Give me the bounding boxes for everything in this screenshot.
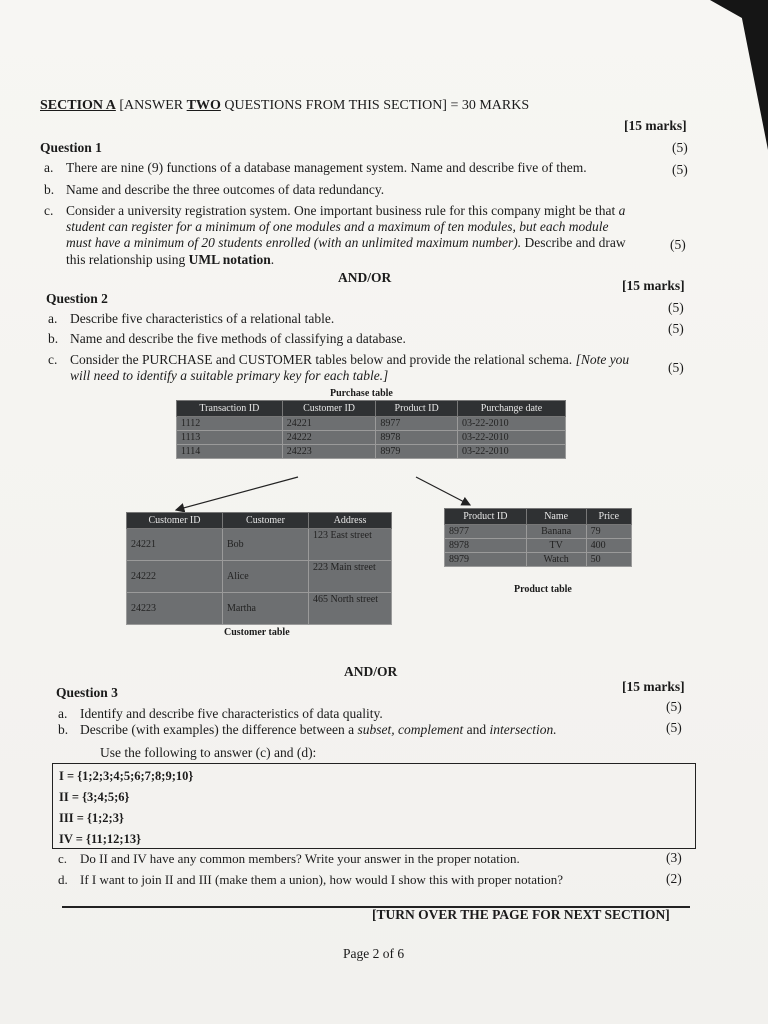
set-i: I = {1;2;3;4;5;6;7;8;9;10} <box>59 769 194 783</box>
customer-header-cell: Customer ID <box>127 513 223 529</box>
section-instruction-pre: [ANSWER <box>119 98 187 113</box>
customer-header-cell: Address <box>309 513 392 529</box>
q2-c-label: c. <box>48 352 58 367</box>
table-cell: 03-22-2010 <box>457 431 565 445</box>
q3-c <box>58 851 520 867</box>
table-cell: Bob <box>223 529 309 561</box>
q3-c-text: Do II and IV have any common members? Write your answer in the proper notation. <box>80 851 520 866</box>
purchase-header-cell: Product ID <box>376 401 458 417</box>
table-cell: 79 <box>586 525 631 539</box>
table-cell: 24223 <box>282 445 376 459</box>
andor-2: AND/OR <box>344 664 398 679</box>
product-header-cell: Product ID <box>445 509 527 525</box>
q3-c-label: c. <box>58 851 68 866</box>
table-row <box>445 553 632 567</box>
product-table-caption: Product table <box>514 584 572 595</box>
q3-b-pre: Describe (with examples) the difference between a <box>80 722 358 737</box>
q3-a-text: Identify and describe five characteristics of data quality. <box>80 706 383 721</box>
table-cell: Watch <box>526 553 586 567</box>
q3-a <box>58 706 383 722</box>
q1-c-line2: student can register for a minimum of one modules and a maximum of ten modules, but each module <box>66 219 609 234</box>
q3-c-marks: (3) <box>666 850 682 865</box>
q3-b-italic1: subset, complement <box>357 722 464 737</box>
q3-d-text: If I want to join II and III (make them a union), how would I show this with proper notation? <box>80 872 564 887</box>
table-cell: 03-22-2010 <box>457 445 565 459</box>
table-cell: 123 East street <box>309 529 392 561</box>
product-table <box>444 508 632 567</box>
q2-c-line1-italic: [Note you <box>575 352 630 367</box>
arrow-to-customer <box>176 477 298 510</box>
table-cell: 24222 <box>127 561 223 593</box>
table-cell: Banana <box>526 525 586 539</box>
q3-b-italic2: intersection. <box>489 722 557 737</box>
page-number: Page 2 of 6 <box>343 946 405 961</box>
set-ii: II = {3;4;5;6} <box>59 790 130 804</box>
q2-b-text: Name and describe the five methods of classifying a database. <box>70 331 406 346</box>
sets-box <box>52 763 696 849</box>
table-row <box>445 525 632 539</box>
product-header-cell: Name <box>526 509 586 525</box>
q3-total-marks: [15 marks] <box>622 679 685 694</box>
q1-c-uml: UML notation <box>188 252 271 267</box>
table-cell: 24221 <box>282 417 376 431</box>
q2-c-marks: (5) <box>668 360 684 375</box>
q3-b-mid: and <box>463 722 490 737</box>
table-cell: 8977 <box>445 525 527 539</box>
table-row <box>127 529 392 561</box>
q2-c-line1: Consider the PURCHASE and CUSTOMER tables below and provide the relational schema. <box>70 352 576 367</box>
table-cell: 24221 <box>127 529 223 561</box>
section-title: SECTION A <box>40 98 116 113</box>
q1-total-marks: [15 marks] <box>624 118 687 133</box>
q3-d-marks: (2) <box>666 871 682 886</box>
q3-use-text: Use the following to answer (c) and (d): <box>100 745 317 760</box>
table-cell: TV <box>526 539 586 553</box>
q3-title: Question 3 <box>56 685 118 700</box>
q2-total-marks: [15 marks] <box>622 278 685 293</box>
q2-title: Question 2 <box>46 291 108 306</box>
table-cell: 400 <box>586 539 631 553</box>
table-row <box>445 539 632 553</box>
q2-b-marks: (5) <box>668 321 684 336</box>
q2-a-marks: (5) <box>668 300 684 315</box>
q1-b-marks: (5) <box>672 162 688 177</box>
turn-over-note: [TURN OVER THE PAGE FOR NEXT SECTION] <box>372 907 670 922</box>
purchase-header-cell: Customer ID <box>282 401 376 417</box>
q1-c-label: c. <box>44 203 54 218</box>
table-cell: 223 Main street <box>309 561 392 593</box>
table-row <box>127 593 392 625</box>
q3-a-marks: (5) <box>666 699 682 714</box>
table-cell: Alice <box>223 561 309 593</box>
table-cell: 8978 <box>445 539 527 553</box>
table-cell: 8979 <box>445 553 527 567</box>
q1-c-line4-post: . <box>270 252 275 267</box>
q2-a-label: a. <box>48 311 58 326</box>
q3-b-label: b. <box>58 722 69 737</box>
q1-a-text: There are nine (9) functions of a database management system. Name and describe five of them. <box>66 160 587 175</box>
q3-b-marks: (5) <box>666 720 682 735</box>
section-instruction-post: QUESTIONS FROM THIS SECTION] = 30 MARKS <box>220 98 530 113</box>
q1-c-line3-italic: must have a minimum of 20 students enrolled (with an unlimited maximum number). <box>66 235 522 250</box>
table-cell: 8977 <box>376 417 458 431</box>
table-cell: 1113 <box>177 431 283 445</box>
q1-c-line3-post: Describe and draw <box>521 235 626 250</box>
table-cell: 03-22-2010 <box>457 417 565 431</box>
table-cell: 50 <box>586 553 631 567</box>
q1-b-text: Name and describe the three outcomes of data redundancy. <box>66 182 385 197</box>
table-cell: Martha <box>223 593 309 625</box>
customer-header-cell: Customer <box>223 513 309 529</box>
table-cell: 1114 <box>177 445 283 459</box>
set-iv: IV = {11;12;13} <box>59 832 142 846</box>
q1-title: Question 1 <box>40 140 102 155</box>
table-row <box>127 561 392 593</box>
customer-table <box>126 512 392 625</box>
product-table-header-row <box>445 509 632 525</box>
q1-a-label: a. <box>44 160 54 175</box>
set-iii: III = {1;2;3} <box>59 811 124 825</box>
table-cell: 1112 <box>177 417 283 431</box>
customer-table-header-row <box>127 513 392 529</box>
q1-c-marks: (5) <box>670 237 686 252</box>
product-header-cell: Price <box>586 509 631 525</box>
arrow-to-product <box>416 477 470 505</box>
q1-c-line1-italic: a <box>618 203 626 218</box>
q1-c-line4-pre: this relationship using <box>66 252 189 267</box>
q3-b <box>58 722 557 738</box>
purchase-header-cell: Transaction ID <box>177 401 283 417</box>
q2-c-line2: will need to identify a suitable primary key for each table.] <box>70 368 389 383</box>
table-cell: 24222 <box>282 431 376 445</box>
customer-table-caption: Customer table <box>224 627 290 638</box>
q2-a-text: Describe five characteristics of a relational table. <box>70 311 335 326</box>
q3-a-label: a. <box>58 706 68 721</box>
q1-c-line1: Consider a university registration system. One important business rule for this company might be that <box>66 203 619 218</box>
q3-d-label: d. <box>58 872 68 887</box>
q1-a-marks: (5) <box>672 140 688 155</box>
table-cell: 24223 <box>127 593 223 625</box>
andor-1: AND/OR <box>338 270 392 285</box>
section-instruction-two: TWO <box>186 98 221 113</box>
q3-d <box>58 872 563 888</box>
table-cell: 8978 <box>376 431 458 445</box>
purchase-header-cell: Purchange date <box>457 401 565 417</box>
q1-b-label: b. <box>44 182 55 197</box>
q2-b-label: b. <box>48 331 59 346</box>
table-cell: 465 North street <box>309 593 392 625</box>
purchase-table-caption: Purchase table <box>330 388 393 399</box>
table-cell: 8979 <box>376 445 458 459</box>
